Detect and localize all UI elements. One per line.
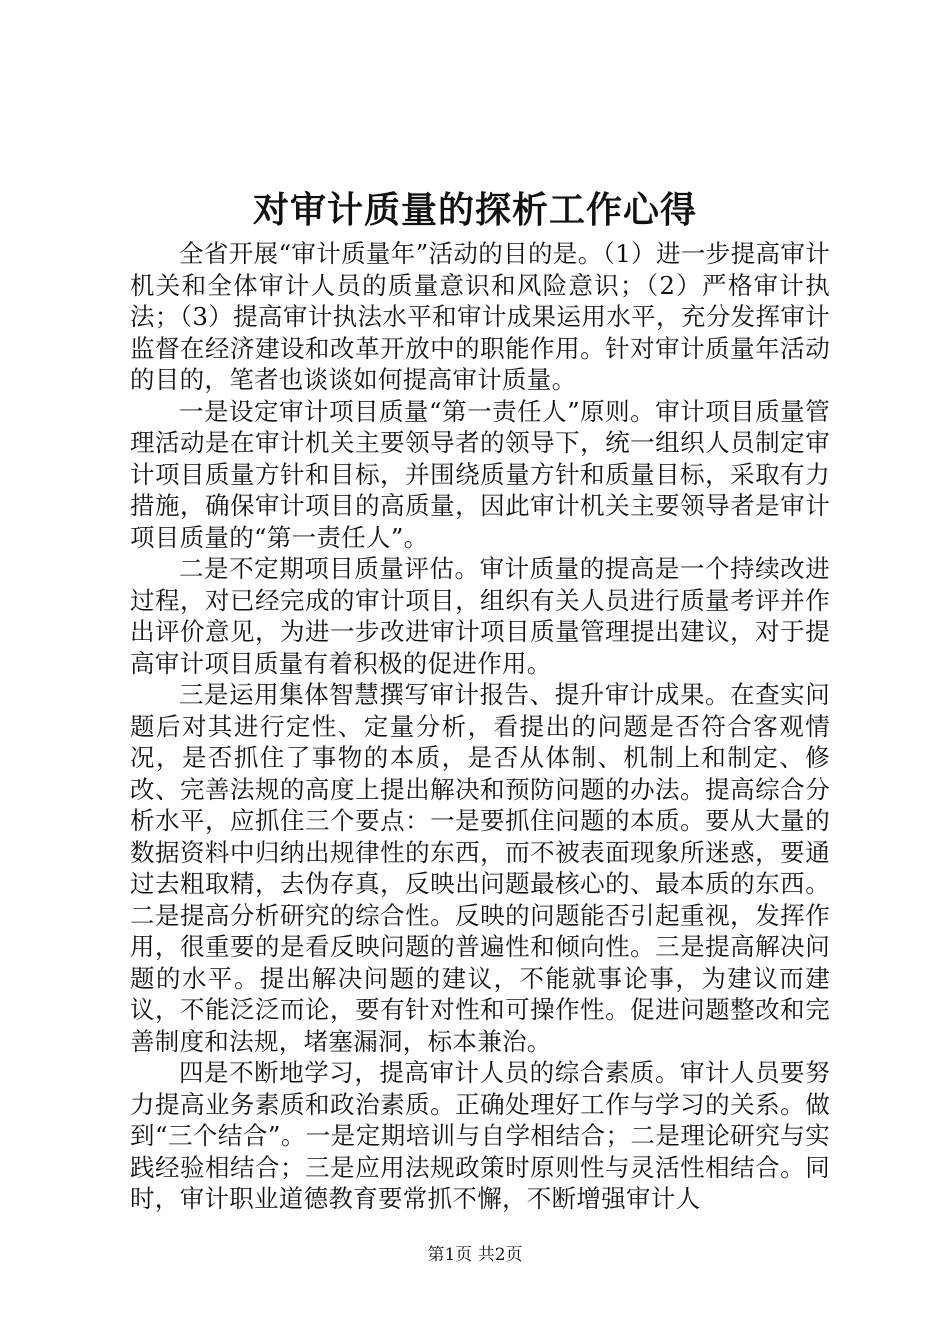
paragraph-second-principle: 二是不定期项目质量评估。审计质量的提高是一个持续改进过程，对已经完成的审计项目，组织有关人员进行质量考评并作出评价意见，为进一步改进审计项目质量管理提出建议，对于提高审计项目质量有着积极的促进作用。 bbox=[130, 554, 830, 678]
paragraph-fourth-principle: 四是不断地学习，提高审计人员的综合素质。审计人员要努力提高业务素质和政治素质。正确处理好工作与学习的关系。做到“三个结合”。一是定期培训与自学相结合；二是理论研究与实践经验相结合；三是应用法规政策时原则性与灵活性相结合。同时，审计职业道德教育要常抓不懈，不断增强审计人 bbox=[130, 1058, 830, 1213]
page-number-footer: 第1页 共2页 bbox=[427, 1245, 523, 1265]
paragraph-first-principle: 一是设定审计项目质量“第一责任人”原则。审计项目质量管理活动是在审计机关主要领导者的领导下，统一组织人员制定审计项目质量方针和目标，并围绕质量方针和质量目标，采取有力措施，确保审计项目的高质量，因此审计机关主要领导者是审计项目质量的“第一责任人”。 bbox=[130, 396, 830, 552]
document-title: 对审计质量的探析工作心得 bbox=[252, 189, 697, 231]
paragraph-third-principle: 三是运用集体智慧撰写审计报告、提升审计成果。在查实问题后对其进行定性、定量分析，看提出的问题是否符合客观情况，是否抓住了事物的本质，是否从体制、机制上和制定、修改、完善法规的高度上提出解决和预防问题的办法。提高综合分析水平，应抓住三个要点：一是要抓住问题的本质。要从大量的数据资料中归纳出规律性的东西，而不被表面现象所迷惑，要通过去粗取精，去伪存真，反映出问题最核心的、最本质的东西。二是提高分析研究的综合性。反映的问题能否引起重视，发挥作用，很重要的是看反映问题的普遍性和倾向性。三是提高解决问题的水平。提出解决问题的建议，不能就事论事，为建议而建议，不能泛泛而论，要有针对性和可操作性。促进问题整改和完善制度和法规，堵塞漏洞，标本兼治。 bbox=[130, 680, 830, 1056]
document-body bbox=[130, 238, 830, 1215]
paragraph-intro: 全省开展“审计质量年”活动的目的是。（1）进一步提高审计机关和全体审计人员的质量意识和风险意识；（2）严格审计执法；（3）提高审计执法水平和审计成果运用水平，充分发挥审计监督在经济建设和改革开放中的职能作用。针对审计质量年活动的目的，笔者也谈谈如何提高审计质量。 bbox=[130, 239, 831, 394]
